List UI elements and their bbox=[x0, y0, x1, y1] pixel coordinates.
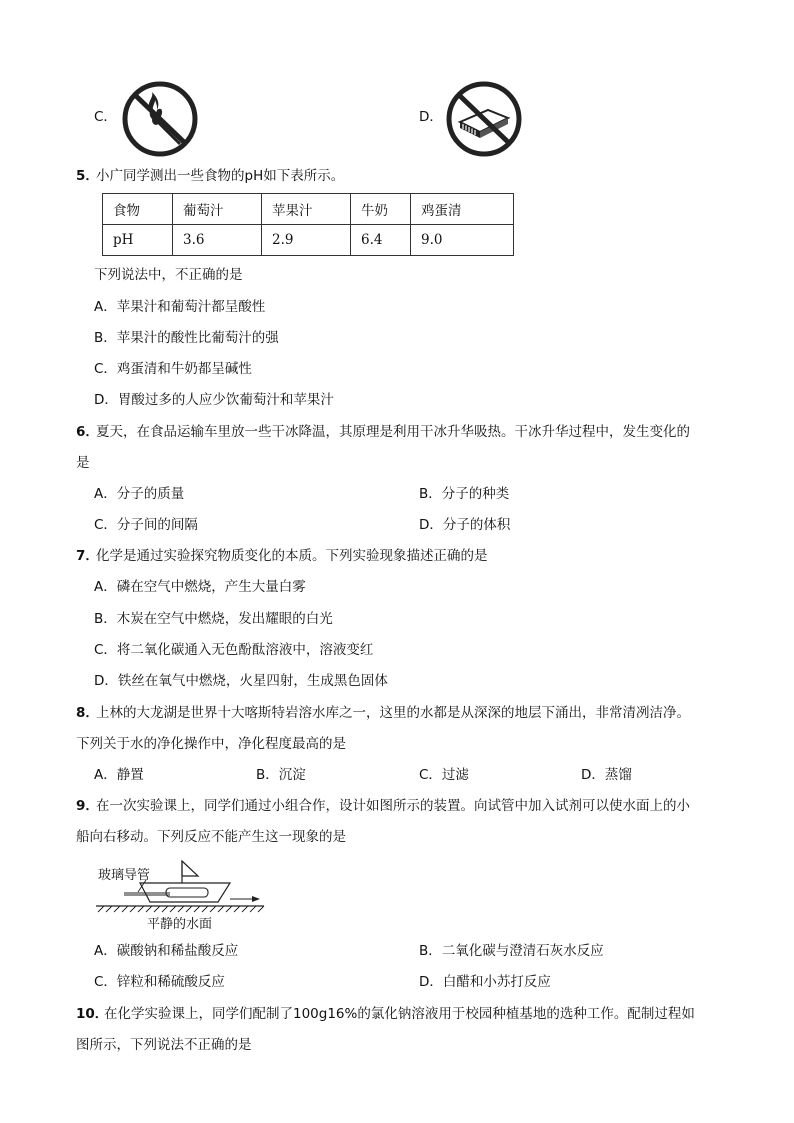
option-b: B．沉淀 bbox=[256, 767, 306, 783]
option-a: A．苹果汁和葡萄汁都呈酸性 bbox=[94, 299, 266, 315]
option-d: D．铁丝在氧气中燃烧，火星四射，生成黑色固体 bbox=[94, 673, 388, 689]
table-cell: 2.9 bbox=[262, 225, 351, 256]
option-b: B．二氧化碳与澄清石灰水反应 bbox=[419, 943, 604, 959]
table-row bbox=[103, 225, 514, 256]
option-c: C．锌粒和稀硫酸反应 bbox=[94, 974, 225, 990]
option-a: A．碳酸钠和稀盐酸反应 bbox=[94, 943, 239, 959]
question-number: 8． bbox=[76, 705, 99, 721]
question-stem: 上林的大龙湖是世界十大喀斯特岩溶水库之一，这里的水都是从深深的地层下涌出，非常清冽洁净。 bbox=[96, 705, 690, 721]
question-stem-continued: 是 bbox=[76, 455, 90, 471]
question-stem: 小广同学测出一些食物的pH如下表所示。 bbox=[96, 168, 345, 184]
table-cell: 食物 bbox=[103, 194, 173, 225]
question-number: 6． bbox=[76, 424, 99, 440]
question-stem: 化学是通过实验探究物质变化的本质。下列实验现象描述正确的是 bbox=[96, 548, 488, 564]
table-cell: pH bbox=[103, 225, 173, 256]
table-cell: 葡萄汁 bbox=[173, 194, 262, 225]
table-cell: 鸡蛋清 bbox=[411, 194, 514, 225]
question-stem-continued: 图所示，下列说法不正确的是 bbox=[76, 1037, 252, 1053]
figure-label-glass-tube: 玻璃导管 bbox=[98, 868, 151, 883]
option-d: D．白醋和小苏打反应 bbox=[419, 974, 551, 990]
option-d: D．分子的体积 bbox=[419, 517, 511, 533]
option-a: A．磷在空气中燃烧，产生大量白雾 bbox=[94, 579, 306, 595]
question-stem-continued: 船向右移动。下列反应不能产生这一现象的是 bbox=[76, 829, 346, 845]
table-header-row bbox=[103, 194, 514, 225]
table-cell: 3.6 bbox=[173, 225, 262, 256]
option-b: B．苹果汁的酸性比葡萄汁的强 bbox=[94, 330, 279, 346]
option-c: C．过滤 bbox=[419, 767, 469, 783]
ph-table bbox=[102, 193, 514, 256]
option-d: D．蒸馏 bbox=[581, 767, 632, 783]
question-stem-continued: 下列关于水的净化操作中，净化程度最高的是 bbox=[76, 736, 346, 752]
question-number: 10． bbox=[76, 1006, 109, 1022]
option-b: B．木炭在空气中燃烧，发出耀眼的白光 bbox=[94, 611, 333, 627]
no-fire-match-sign-icon bbox=[120, 80, 200, 158]
option-d: D．胃酸过多的人应少饮葡萄汁和苹果汁 bbox=[94, 392, 334, 408]
question-stem: 在一次实验课上，同学们通过小组合作，设计如图所示的装置。向试管中加入试剂可以使水面上的小 bbox=[96, 798, 690, 814]
option-c: C．分子间的间隔 bbox=[94, 517, 198, 533]
question-stem: 夏天，在食品运输车里放一些干冰降温，其原理是利用干冰升华吸热。干冰升华过程中，发生变化的 bbox=[96, 424, 690, 440]
no-matchbox-sign-icon bbox=[444, 80, 524, 158]
option-b: B．分子的种类 bbox=[419, 486, 510, 502]
question-prompt: 下列说法中，不正确的是 bbox=[94, 267, 243, 283]
option-c: C．将二氧化碳通入无色酚酞溶液中，溶液变红 bbox=[94, 642, 374, 658]
option-c-label: C． bbox=[94, 109, 117, 125]
table-cell: 牛奶 bbox=[351, 194, 411, 225]
option-d-label: D． bbox=[419, 109, 443, 125]
question-number: 7． bbox=[76, 548, 99, 564]
option-a: A．静置 bbox=[94, 767, 144, 783]
question-number: 5． bbox=[76, 168, 99, 184]
table-cell: 6.4 bbox=[351, 225, 411, 256]
figure-label-water-surface: 平静的水面 bbox=[147, 917, 213, 932]
table-cell: 9.0 bbox=[411, 225, 514, 256]
table-cell: 苹果汁 bbox=[262, 194, 351, 225]
question-stem: 在化学实验课上，同学们配制了100g16%的氯化钠溶液用于校园种植基地的选种工作。配制过程如 bbox=[104, 1006, 695, 1022]
option-a: A．分子的质量 bbox=[94, 486, 185, 502]
question-number: 9． bbox=[76, 798, 99, 814]
option-c: C．鸡蛋清和牛奶都呈碱性 bbox=[94, 361, 252, 377]
